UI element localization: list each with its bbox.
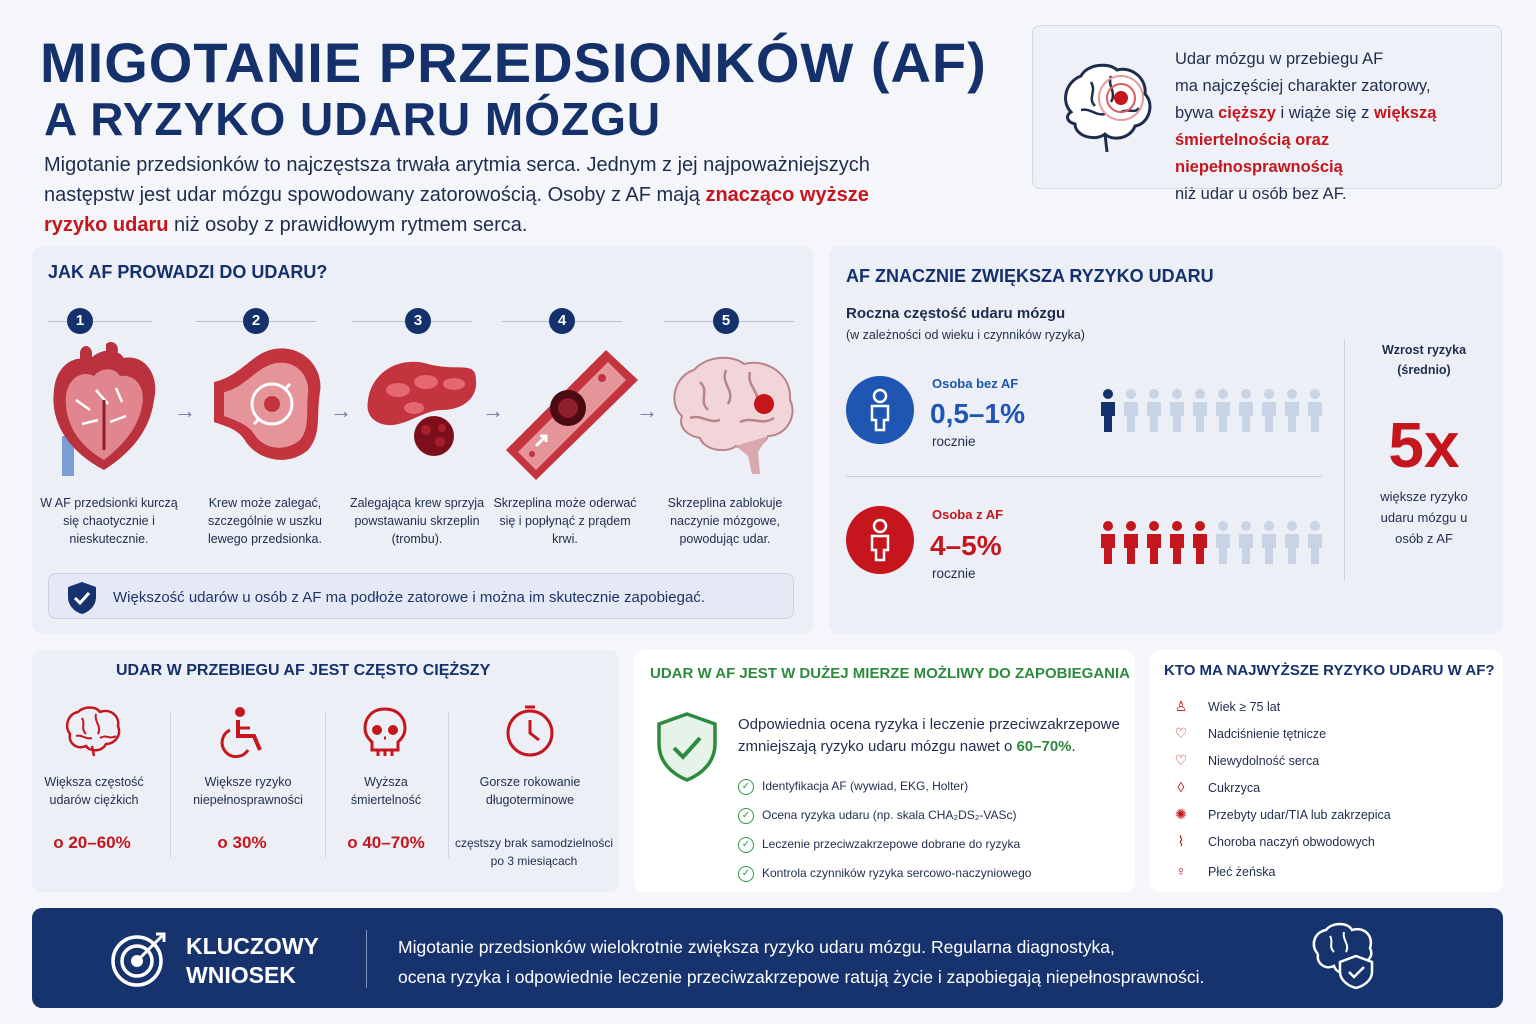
af-unit: rocznie <box>932 566 976 581</box>
no-af-people <box>1098 388 1328 436</box>
person-red-icon <box>846 506 914 574</box>
af-person-icon <box>1144 520 1164 566</box>
clot-formation-icon <box>362 350 480 460</box>
who-item: ♡ Niewydolność serca <box>1172 752 1319 769</box>
info-bar-text: Większość udarów u osób z AF ma podłoże zatorowe i można im skutecznie zapobiegać. <box>113 589 705 606</box>
person-icon: ♙ <box>1174 698 1188 714</box>
key-conclusion-text: Migotanie przedsionków wielokrotnie zwiększa ryzyko udaru mózgu. Regularna diagnostyka, ocena ryzyka i odpowiednie leczenie przeciwzakrzepowe ratują życie i zapobiegają niepełnosprawności. <box>398 937 1205 987</box>
arrow-icon: → <box>482 398 504 423</box>
increase-label: Wzrost ryzyka (średnio) <box>1381 343 1467 377</box>
risk-subtitle: Roczna częstość udaru mózgu <box>846 305 1066 322</box>
prevent-check-4: ✓ Kontrola czynników ryzyka sercowo-naczyniowego <box>738 866 1031 882</box>
no-af-value: 0,5–1% <box>930 398 1025 429</box>
brain-stroke-icon <box>666 352 800 476</box>
key-conclusion-banner <box>32 908 1503 1008</box>
prevent-title: UDAR W AF JEST W DUŻEJ MIERZE MOŻLIWY DO ZAPOBIEGANIA <box>650 665 1130 682</box>
af-value: 4–5% <box>930 530 1002 561</box>
step-5-number: 5 <box>651 308 801 334</box>
af-people <box>1098 520 1328 568</box>
step-2-text: Krew może zalegać, szczególnie w uszku lewego przedsionka. <box>208 496 322 546</box>
step-4-number: 4 <box>487 308 637 334</box>
af-person-icon <box>1098 520 1118 566</box>
no-af-person-icon <box>1213 388 1233 434</box>
severe-item-4-note: częstszy brak samodzielności po 3 miesiącach <box>454 836 614 868</box>
step-5-text: Skrzeplina zablokuje naczynie mózgowe, powodując udar. <box>667 496 783 546</box>
no-af-person-icon <box>1259 388 1279 434</box>
who-item: ♀ Płeć żeńska <box>1172 863 1275 879</box>
who-item: ✺ Przebyty udar/TIA lub zakrzepica <box>1172 806 1391 823</box>
af-person-icon <box>1305 520 1325 566</box>
no-af-person-icon <box>1167 388 1187 434</box>
who-item: ⌇ Choroba naczyń obwodowych <box>1172 833 1375 850</box>
no-af-person-icon <box>1098 388 1118 434</box>
severe-item-1-label: Większa częstość udarów ciężkich <box>44 775 144 807</box>
female-icon: ♀ <box>1175 863 1187 879</box>
who-item: ◊ Cukrzyca <box>1172 779 1260 795</box>
step-1-number: 1 <box>5 308 155 334</box>
severe-item-2-label: Większe ryzyko niepełnosprawności <box>193 775 303 807</box>
who-item: ♙ Wiek ≥ 75 lat <box>1172 698 1280 715</box>
heart-pulse-icon: ♡ <box>1174 725 1188 741</box>
no-af-person-icon <box>1144 388 1164 434</box>
prevent-check-2: ✓ Ocena ryzyka udaru (np. skala CHA₂DS₂-VASc) <box>738 808 1017 824</box>
prevent-check-3: ✓ Leczenie przeciwzakrzepowe dobrane do ryzyka <box>738 837 1020 853</box>
check-icon: ✓ <box>738 808 754 824</box>
step-3-text: Zalegająca krew sprzyja powstawaniu skrzeplin (trombu). <box>349 496 485 546</box>
no-af-unit: rocznie <box>932 434 976 449</box>
who-item: ♡ Nadciśnienie tętnicze <box>1172 725 1326 742</box>
key-conclusion-label: KLUCZOWY WNIOSEK <box>186 933 319 988</box>
wheelchair-icon <box>218 706 270 758</box>
arrow-icon: → <box>636 398 658 423</box>
risk-title: AF ZNACZNIE ZWIĘKSZA RYZYKO UDARU <box>846 266 1214 286</box>
check-icon: ✓ <box>738 779 754 795</box>
af-person-icon <box>1282 520 1302 566</box>
shield-check-icon <box>656 712 718 782</box>
brain-icon: ✺ <box>1175 806 1187 822</box>
no-af-label: Osoba bez AF <box>932 376 1019 391</box>
person-blue-icon <box>846 376 914 444</box>
step-1-text: W AF przedsionki kurczą się chaotycznie i nieskutecznie. <box>40 496 178 546</box>
increase-value: 5x <box>1388 409 1460 481</box>
arrow-icon: → <box>174 398 196 423</box>
heart-icon: ♡ <box>1174 752 1188 768</box>
top-info-box <box>1032 25 1502 203</box>
brain-target-icon <box>1051 52 1161 162</box>
no-af-person-icon <box>1121 388 1141 434</box>
target-icon <box>110 930 168 988</box>
who-card <box>1150 650 1503 892</box>
top-info-text: Udar mózgu w przebiegu AF ma najczęściej charakter zatorowy, bywa cięższy i wiąże się z większą śmiertelnością oraz niepełnosprawnością niż udar u osób bez AF. <box>1175 50 1437 203</box>
severe-item-1-value: o 20–60% <box>53 833 131 852</box>
severe-item-3-label: Wyższa śmiertelność <box>350 775 422 807</box>
drop-icon: ◊ <box>1177 779 1185 795</box>
how-af-title: JAK AF PROWADZI DO UDARU? <box>48 262 328 282</box>
risk-subnote: (w zależności od wieku i czynników ryzyka) <box>846 328 1085 342</box>
af-person-icon <box>1190 520 1210 566</box>
vessel-clot-icon <box>506 350 638 480</box>
severe-item-2-value: o 30% <box>217 833 267 852</box>
check-icon: ✓ <box>738 866 754 882</box>
brain-shield-icon <box>1308 922 1376 990</box>
step-3-number: 3 <box>343 308 493 334</box>
prevent-text: Odpowiednia ocena ryzyka i leczenie przeciwzakrzepowe zmniejszają ryzyko udaru mózgu nawet o 60–70%. <box>738 716 1120 755</box>
prevent-check-1: ✓ Identyfikacja AF (wywiad, EKG, Holter) <box>738 779 968 795</box>
check-icon: ✓ <box>738 837 754 853</box>
step-4-text: Skrzeplina może oderwać się i popłynąć z prądem krwi. <box>493 496 637 546</box>
shield-check-icon <box>67 581 97 615</box>
af-person-icon <box>1213 520 1233 566</box>
increase-note: większe ryzyko udaru mózgu u osób z AF <box>1380 489 1468 546</box>
vessel-icon: ⌇ <box>1177 833 1185 849</box>
page-title: MIGOTANIE PRZEDSIONKÓW (AF) <box>40 31 987 94</box>
atrium-icon <box>210 346 328 466</box>
af-person-icon <box>1236 520 1256 566</box>
intro-text: Migotanie przedsionków to najczęstsza trwała arytmia serca. Jednym z jej najpoważniejszych następstw jest udar mózgu spowodowany zatorowością. Osoby z AF mają znacząco wyższe ryzyko udaru niż osoby z prawidłowym rytmem serca. <box>44 154 870 236</box>
heart-icon <box>46 340 164 480</box>
who-title: KTO MA NAJWYŻSZE RYZYKO UDARU W AF? <box>1164 662 1495 679</box>
no-af-person-icon <box>1236 388 1256 434</box>
no-af-person-icon <box>1305 388 1325 434</box>
af-person-icon <box>1167 520 1187 566</box>
brain-icon <box>62 706 122 758</box>
arrow-icon: → <box>330 398 352 423</box>
page-subtitle: A RYZYKO UDARU MÓZGU <box>44 93 662 145</box>
severe-item-3-value: o 40–70% <box>347 833 425 852</box>
severe-title: UDAR W PRZEBIEGU AF JEST CZĘSTO CIĘŻSZY <box>116 662 491 679</box>
skull-icon <box>362 706 408 760</box>
no-af-person-icon <box>1190 388 1210 434</box>
clock-icon <box>503 704 557 758</box>
severe-item-4-label: Gorsze rokowanie długoterminowe <box>479 775 581 807</box>
af-person-icon <box>1121 520 1141 566</box>
info-bar <box>48 573 794 619</box>
no-af-person-icon <box>1282 388 1302 434</box>
af-label: Osoba z AF <box>932 507 1004 522</box>
af-person-icon <box>1259 520 1279 566</box>
step-2-number: 2 <box>181 308 331 334</box>
